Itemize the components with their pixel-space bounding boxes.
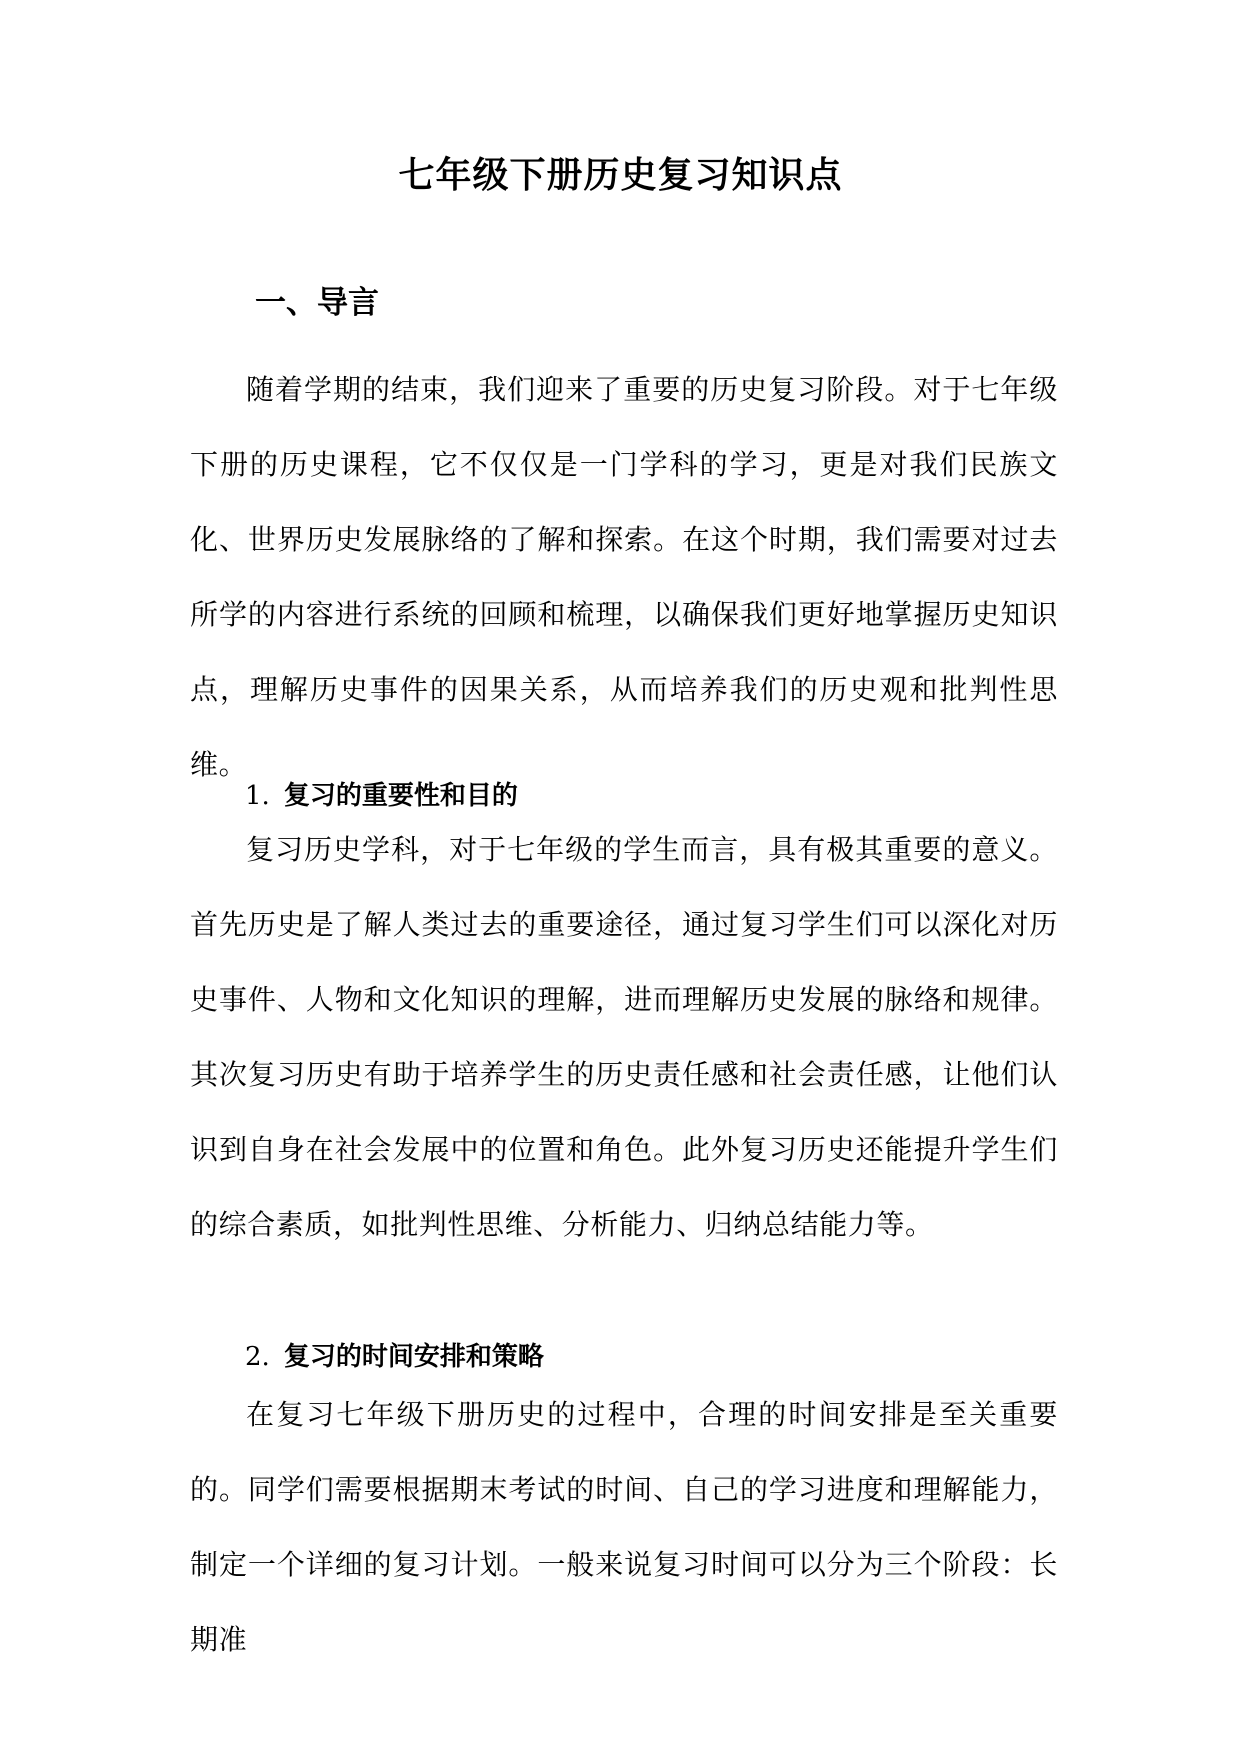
subsection-number: 1. [245,781,270,811]
intro-paragraph: 随着学期的结束，我们迎来了重要的历史复习阶段。对于七年级下册的历史课程，它不仅仅是一门学科的学习，更是对我们民族文化、世界历史发展脉络的了解和探索。在这个时期，我们需要对过去所学的内容进行系统的回顾和梳理，以确保我们更好地掌握历史知识点，理解历史事件的因果关系，从而培养我们的历史观和批判性思维。 [190,373,1058,781]
subsection-heading-text: 复习的时间安排和策略 [283,1342,544,1372]
schedule-paragraph: 在复习七年级下册历史的过程中，合理的时间安排是至关重要的。同学们需要根据期末考试的时间、自己的学习进度和理解能力，制定一个详细的复习计划。一般来说复习时间可以分为三个阶段：长期准 [190,1398,1058,1656]
subsection-heading-importance [245,778,518,814]
importance-paragraph: 复习历史学科，对于七年级的学生而言，具有极其重要的意义。首先历史是了解人类过去的重要途径，通过复习学生们可以深化对历史事件、人物和文化知识的理解，进而理解历史发展的脉络和规律。其次复习历史有助于培养学生的历史责任感和社会责任感，让他们认识到自身在社会发展中的位置和角色。此外复习历史还能提升学生们的综合素质，如批判性思维、分析能力、归纳总结能力等。 [190,833,1058,1241]
subsection-heading-text: 复习的重要性和目的 [283,781,518,811]
page-title: 七年级下册历史复习知识点 [398,155,843,196]
section-heading-introduction: 一、导言 [255,285,379,321]
subsection-heading-schedule [245,1339,544,1375]
subsection-number: 2. [245,1342,270,1372]
